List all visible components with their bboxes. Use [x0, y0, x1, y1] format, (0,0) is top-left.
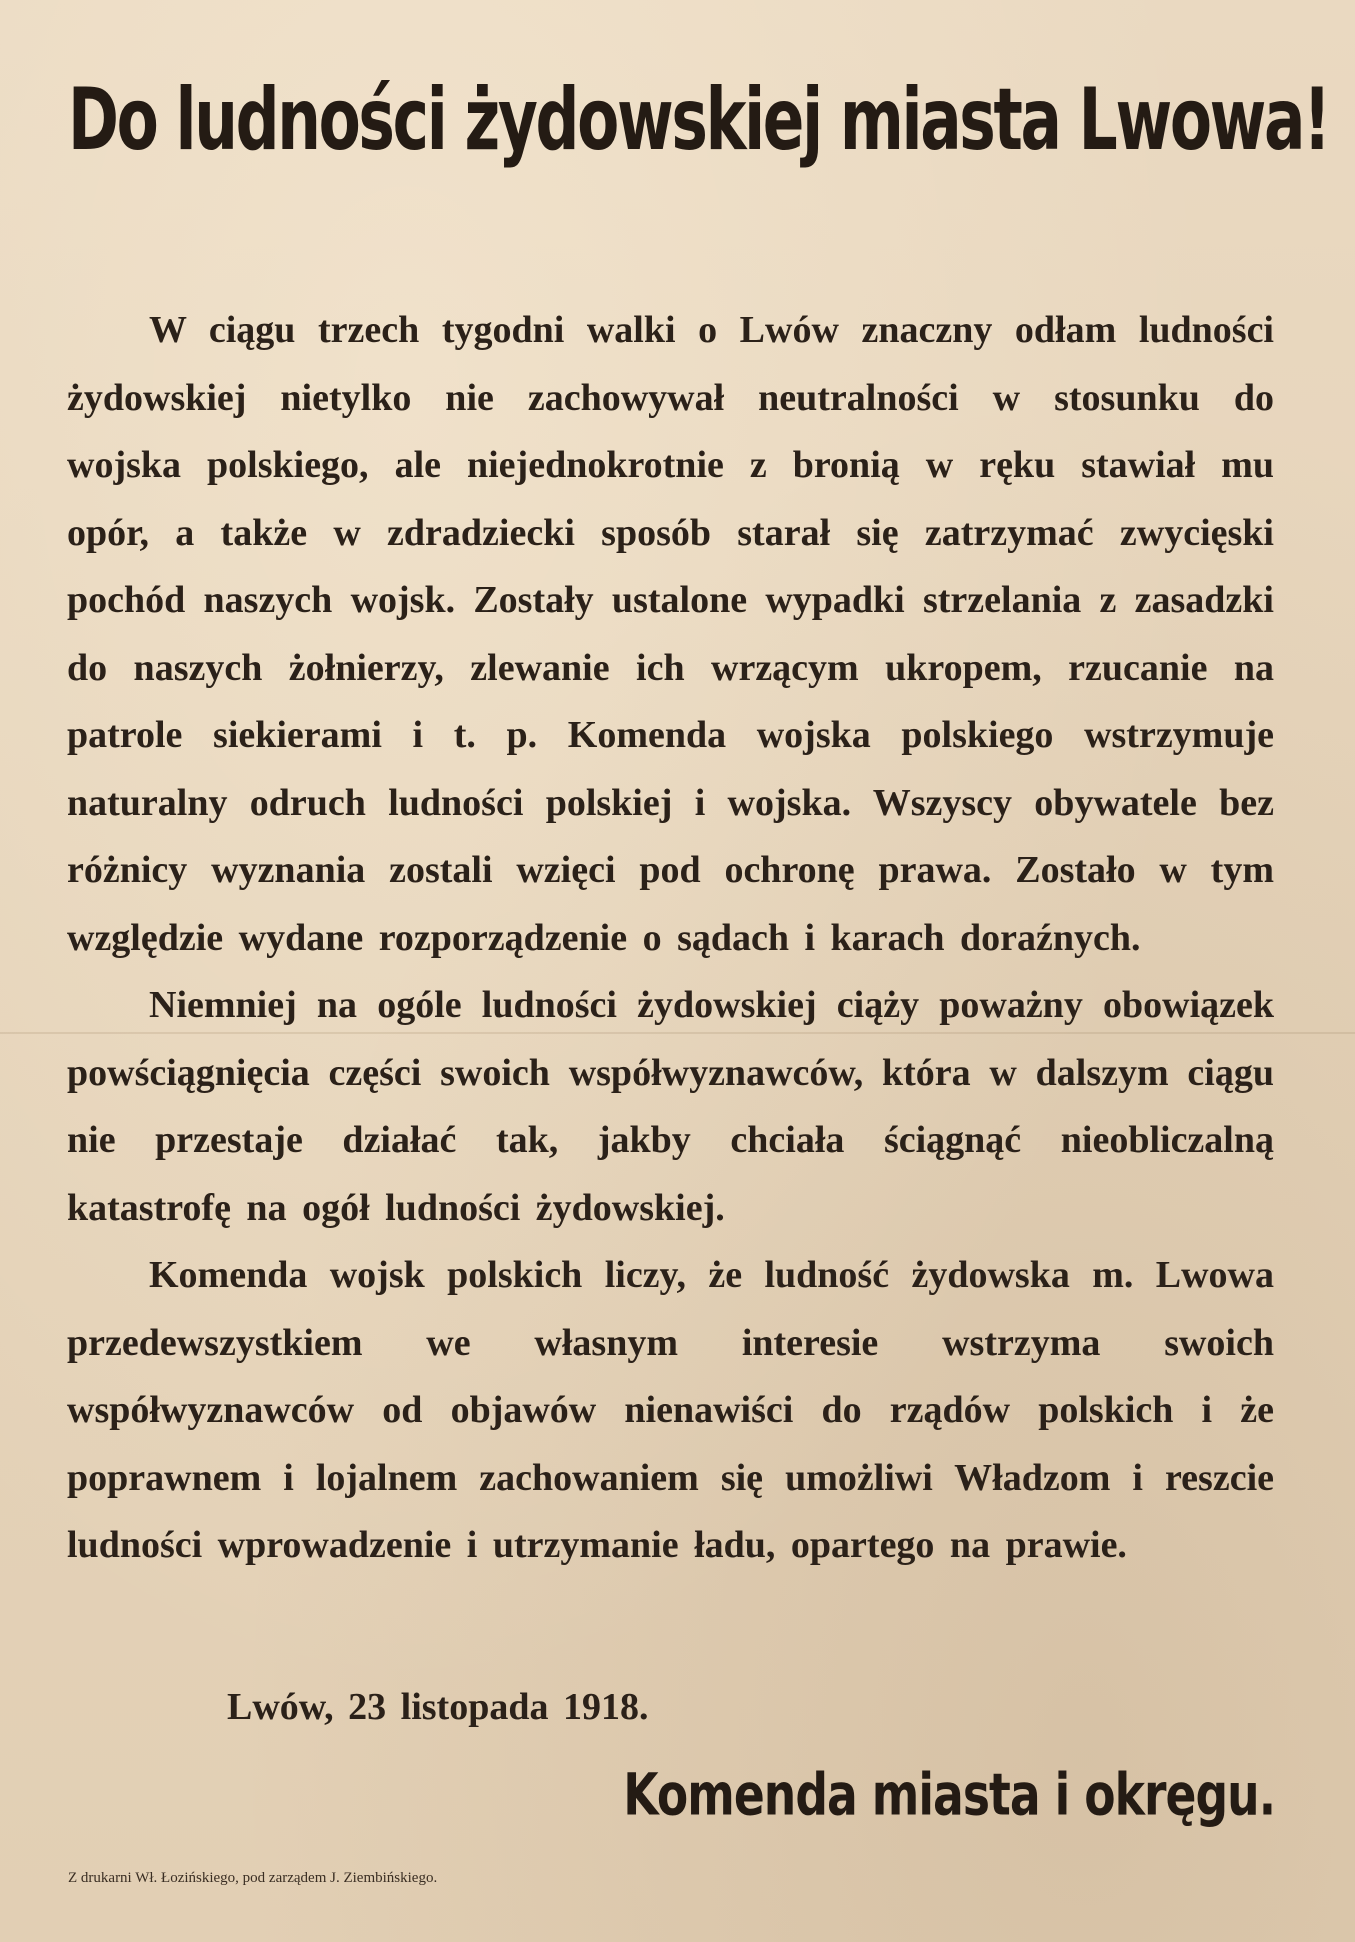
- paragraph-1: W ciągu trzech tygodni walki o Lwów znaczny odłam ludności żydowskiej nietylko nie zachowywał neutralności w stosunku do wojska polskiego, ale niejednokrotnie z bronią w ręku stawiał mu opór, a także w zdradziecki sposób starał się zatrzymać zwycięski pochód naszych wojsk. Zostały ustalone wypadki strzelania z zasadzki do naszych żołnierzy, zlewanie ich wrzącym ukropem, rzucanie na patrole siekierami i t. p. Komenda wojska polskiego wstrzymuje naturalny odruch ludności polskiej i wojska. Wszyscy obywatele bez różnicy wyznania zostali wzięci pod ochronę prawa. Zostało w tym względzie wydane rozporządzenie o sądach i karach doraźnych.: [67, 309, 1274, 959]
- paragraph-2: Niemniej na ogóle ludności żydowskiej ciąży poważny obowiązek powściągnięcia części swoich współwyznawców, która w dalszym ciągu nie przestaje działać tak, jakby chciała ściągnąć nieobliczalną katastrofę na ogół ludności żydowskiej.: [67, 984, 1274, 1229]
- paragraph-3: Komenda wojsk polskich liczy, że ludność żydowska m. Lwowa przedewszystkiem we własnym interesie wstrzyma swoich współwyznawców od objawów nienawiści do rządów polskich i że poprawnem i lojalnem zachowaniem się umożliwi Władzom i reszcie ludności wprowadzenie i utrzymanie ładu, opartego na prawie.: [67, 1254, 1274, 1566]
- date-line: Lwów, 23 listopada 1918.: [227, 1686, 649, 1728]
- signature: Komenda miasta i okręgu.: [623, 1761, 1275, 1829]
- poster-title: Do ludności żydowskiej miasta Lwowa!: [68, 69, 1329, 170]
- printer-imprint: Z drukarni Wł. Łozińskiego, pod zarządem J. Ziembińskiego.: [68, 1870, 438, 1886]
- proclamation-body: [67, 297, 1274, 1580]
